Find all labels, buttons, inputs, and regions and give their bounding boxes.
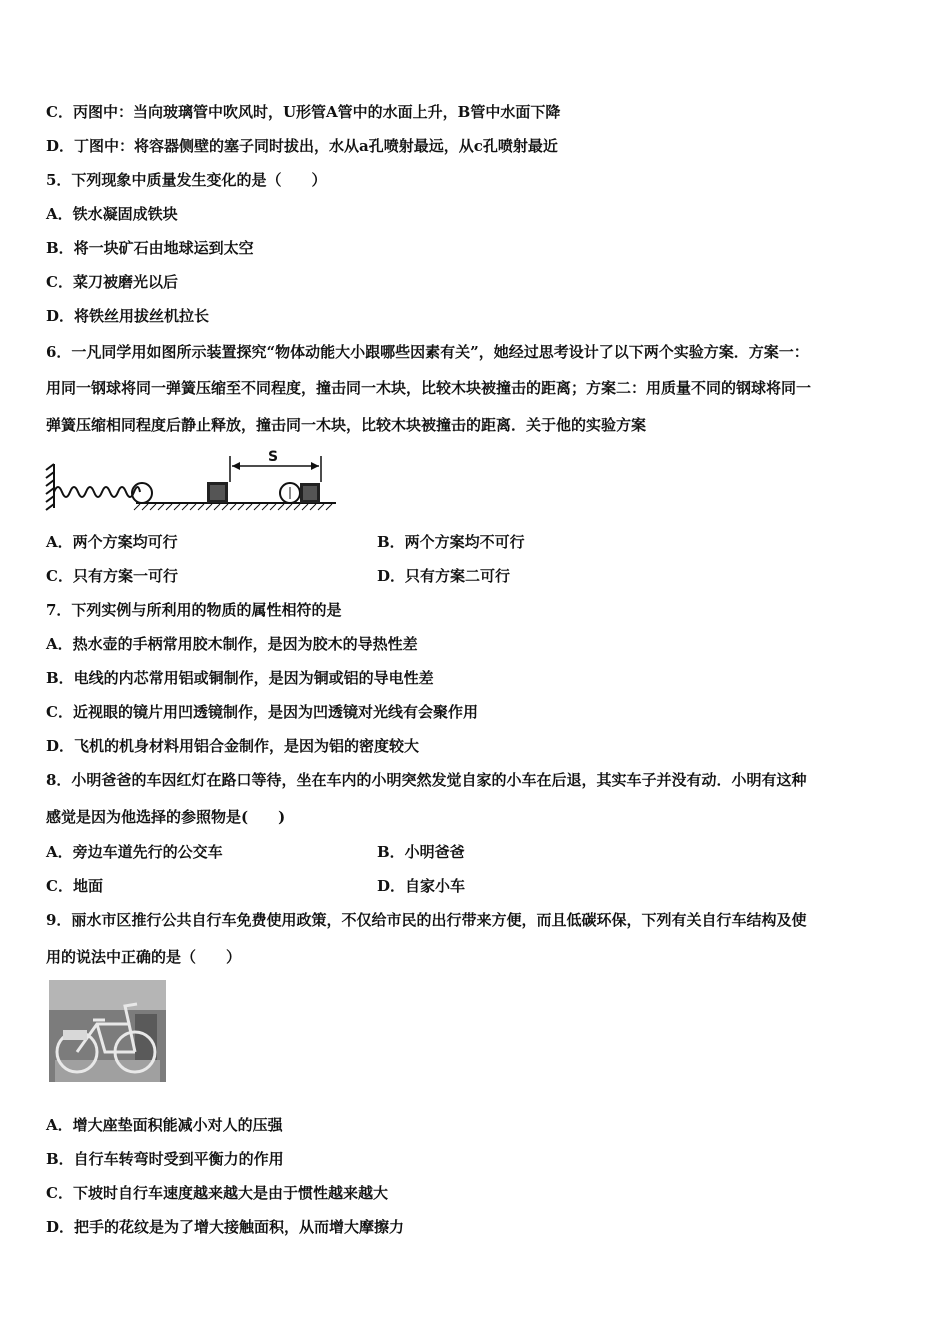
- q8-stem-line2: 感觉是因为他选择的参照物是( ): [46, 808, 286, 826]
- q7-stem: 7．下列实例与所利用的物质的属性相符的是: [46, 601, 342, 619]
- bicycle-photo: [49, 980, 166, 1082]
- q8-stem-line1: 8．小明爸爸的车因红灯在路口等待，坐在车内的小明突然发觉自家的小车在后退，其实车子并没有动．小明有这种: [46, 771, 807, 789]
- q9-option-b: B．自行车转弯时受到平衡力的作用: [46, 1150, 284, 1168]
- q5-option-b: B．将一块矿石由地球运到太空: [46, 239, 254, 257]
- q8-option-a: A．旁边车道先行的公交车: [46, 843, 223, 861]
- spring-ball-block-diagram: [44, 446, 340, 516]
- q6-option-b: B．两个方案均不可行: [377, 533, 525, 551]
- q6-stem-line3: 弹簧压缩相同程度后静止释放，撞击同一木块，比较木块被撞击的距离．关于他的实验方案: [46, 416, 647, 434]
- q4-option-d: D．丁图中：将容器侧壁的塞子同时拔出，水从a孔喷射最远，从c孔喷射最近: [46, 137, 558, 155]
- q5-stem: 5．下列现象中质量发生变化的是（ ）: [46, 171, 327, 189]
- q8-option-b: B．小明爸爸: [377, 843, 465, 861]
- q9-option-c: C．下坡时自行车速度越来越大是由于惯性越来越大: [46, 1184, 388, 1202]
- q7-option-d: D．飞机的机身材料用铝合金制作，是因为铝的密度较大: [46, 737, 420, 755]
- q5-option-d: D．将铁丝用拔丝机拉长: [46, 307, 210, 325]
- q4-option-c: C．丙图中：当向玻璃管中吹风时，U形管A管中的水面上升，B管中水面下降: [46, 103, 561, 121]
- distance-label-s: S: [268, 449, 279, 465]
- q9-stem-line2: 用的说法中正确的是（ ）: [46, 948, 242, 966]
- q6-stem-line2: 用同一钢球将同一弹簧压缩至不同程度，撞击同一木块，比较木块被撞击的距离；方案二：用质量不同的钢球将同一: [46, 379, 812, 397]
- q8-option-c: C．地面: [46, 877, 103, 895]
- q7-option-c: C．近视眼的镜片用凹透镜制作，是因为凹透镜对光线有会聚作用: [46, 703, 478, 721]
- q9-option-d: D．把手的花纹是为了增大接触面积，从而增大摩擦力: [46, 1218, 405, 1236]
- q9-stem-line1: 9．丽水市区推行公共自行车免费使用政策，不仅给市民的出行带来方便，而且低碳环保，下列有关自行车结构及使: [46, 911, 807, 929]
- q6-option-c: C．只有方案一可行: [46, 567, 178, 585]
- q6-option-d: D．只有方案二可行: [377, 567, 511, 585]
- q5-option-c: C．菜刀被磨光以后: [46, 273, 178, 291]
- q6-stem-line1: 6．一凡同学用如图所示装置探究“物体动能大小跟哪些因素有关”，她经过思考设计了以下两个实验方案．方案一：: [46, 343, 809, 361]
- q7-option-a: A．热水壶的手柄常用胶木制作，是因为胶木的导热性差: [46, 635, 418, 653]
- q8-option-d: D．自家小车: [377, 877, 466, 895]
- q7-option-b: B．电线的内芯常用铝或铜制作，是因为铜或铝的导电性差: [46, 669, 434, 687]
- q5-option-a: A．铁水凝固成铁块: [46, 205, 178, 223]
- q6-option-a: A．两个方案均可行: [46, 533, 178, 551]
- q9-option-a: A．增大座垫面积能减小对人的压强: [46, 1116, 283, 1134]
